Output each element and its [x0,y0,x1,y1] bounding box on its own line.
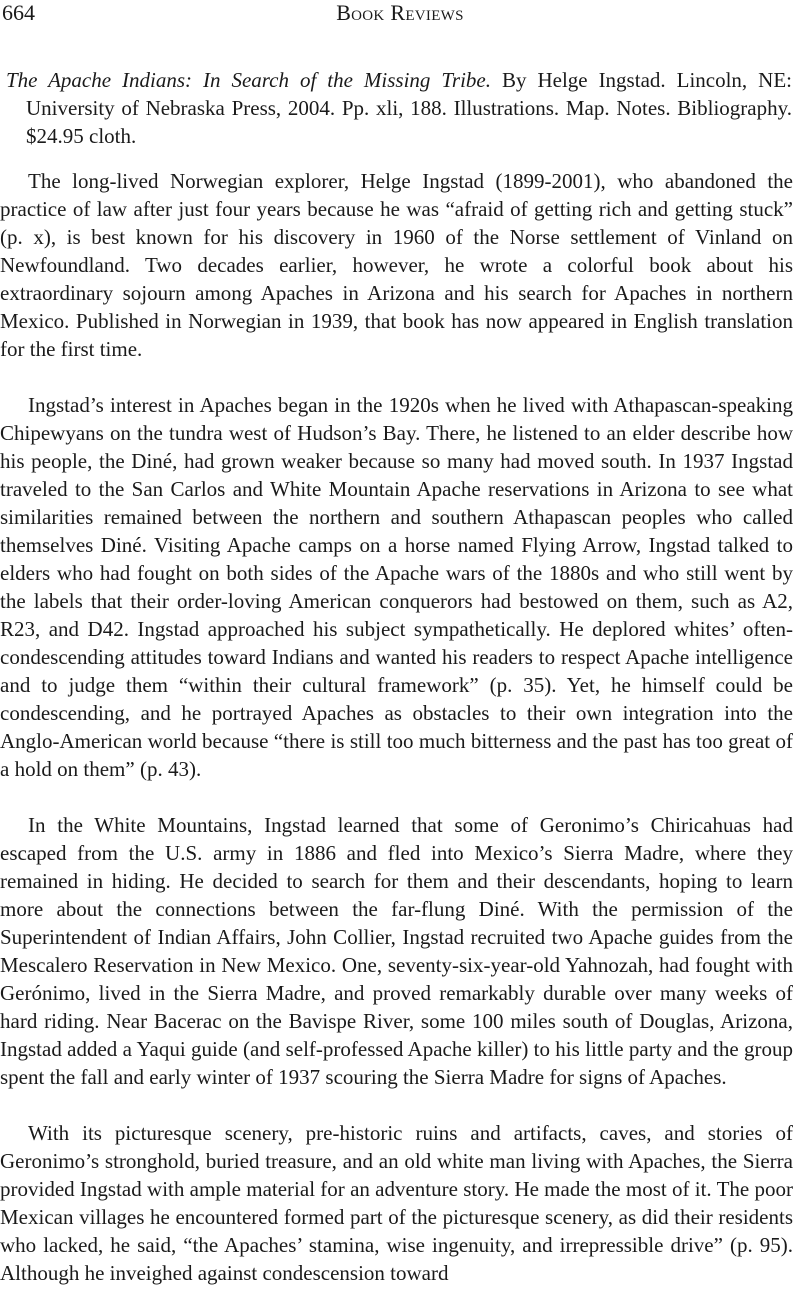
running-head [0,0,800,26]
review-paragraph: With its picturesque scenery, pre-historic ruins and artifacts, caves, and stories of Geronimo’s stronghold, buried treasure, and an old white man living with Apaches, the Sierra provided Ingstad with ample material for an adventure story. He made the most of it. The poor Mexican villages he encountered formed part of the picturesque scenery, as did their residents who lacked, he said, “the Apaches’ stamina, wise ingenuity, and irrepressible drive” (p. 95). Although he inveighed against condescension toward [0,1121,793,1285]
review-paragraph: Ingstad’s interest in Apaches began in the 1920s when he lived with Athapascan-speaking Chipewyans on the tundra west of Hudson’s Bay. There, he listened to an elder describe how his people, the Diné, had grown weaker because so many had moved south. In 1937 Ingstad traveled to the San Carlos and White Mountain Apache reservations in Arizona to see what similarities remained between the northern and southern Athapascan peoples who called themselves Diné. Visiting Apache camps on a horse named Flying Arrow, Ingstad talked to elders who had fought on both sides of the Apache wars of the 1880s and who still went by the labels that their order-loving American conquerors had bestowed on them, such as A2, R23, and D42. Ingstad approached his subject sympathetically. He deplored whites’ often-condescending attitudes toward Indians and wanted his readers to respect Apache intelligence and to judge them “within their cultural framework” (p. 35). Yet, he himself could be condescending, and he portrayed Apaches as obstacles to their own integration into the Anglo-American world because “there is still too much bitterness and the past has too great of a hold on them” (p. 43). [0,393,793,781]
book-details: By Helge Ingstad. Lincoln, NE: University of Nebraska Press, 2004. Pp. xli, 188. Illustrations. Map. Notes. Bibliography. $24.95 cloth. [26,68,792,148]
section-title: Book Reviews [336,0,464,25]
page-number: 664 [2,0,35,25]
review-body [0,167,793,1315]
review-paragraph: The long-lived Norwegian explorer, Helge Ingstad (1899-2001), who abandoned the practice of law after just four years because he was “afraid of getting rich and getting stuck” (p. x), is best known for his discovery in 1960 of the Norse settlement of Vinland on Newfoundland. Two decades earlier, however, he wrote a colorful book about his extraordinary sojourn among Apaches in Arizona and his search for Apaches in northern Mexico. Published in Norwegian in 1939, that book has now appeared in English translation for the first time. [0,169,793,361]
book-title: The Apache Indians: In Search of the Missing Tribe. [6,68,491,92]
book-citation [6,66,792,150]
review-paragraph: In the White Mountains, Ingstad learned that some of Geronimo’s Chiricahuas had escaped from the U.S. army in 1886 and fled into Mexico’s Sierra Madre, where they remained in hiding. He decided to search for them and their descendants, hoping to learn more about the connections between the far-flung Diné. With the permission of the Superintendent of Indian Affairs, John Collier, Ingstad recruited two Apache guides from the Mescalero Reservation in New Mexico. One, seventy-six-year-old Yahnozah, had fought with Gerónimo, lived in the Sierra Madre, and proved remarkably durable over many weeks of hard riding. Near Bacerac on the Bavispe River, some 100 miles south of Douglas, Arizona, Ingstad added a Yaqui guide (and self-professed Apache killer) to his little party and the group spent the fall and early winter of 1937 scouring the Sierra Madre for signs of Apaches. [0,813,793,1089]
